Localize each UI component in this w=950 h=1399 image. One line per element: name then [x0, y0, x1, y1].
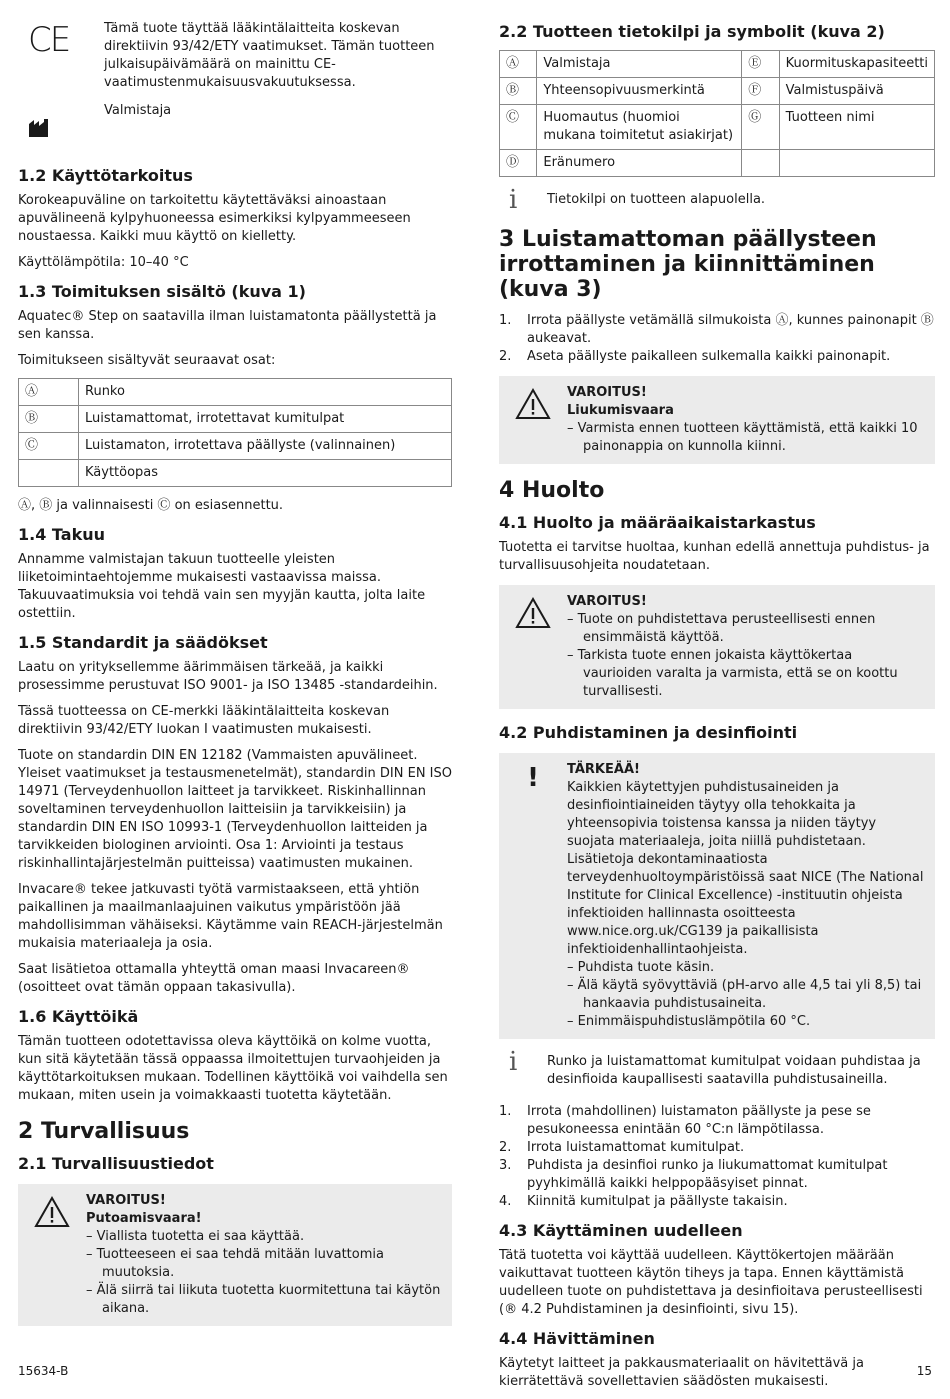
- table-cell-text: Luistamattomat, irrotettavat kumitulpat: [79, 406, 452, 433]
- table-cell-text: Huomautus (huomioi mukana toimitetut asiakirjat): [537, 105, 742, 150]
- warning-icon: [499, 384, 567, 456]
- delivery-table: [18, 378, 452, 487]
- standards-text-2: Tässä tuotteessa on CE-merkki lääkintälaitteita koskevan direktiivin 93/42/ETY luokan I vaatimusten mukaisesti.: [18, 704, 390, 737]
- standards-text-3: Tuote on standardin DIN EN 12182 (Vammaisten apuvälineet. Yleiset vaatimukset ja testausmenetelmät), standardin DIN EN ISO 14971 (Terveydenhuollon laitteet ja tarvikkeet. Riskinhallinnan soveltaminen terveydenhuollon laitteisiin ja tarvikkeisiin) ja standardin DIN EN ISO 10993-1 (Terveydenhuollon laitteiden ja tarvikkeiden biologinen arviointi. Osa 1: Arviointi ja testaus riskinhallintajärjestelmän puitteissa) vaatimusten mukainen.: [18, 748, 452, 871]
- section-1-3-title: 1.3 Toimituksen sisältö (kuva 1): [18, 282, 306, 301]
- warning-title: VAROITUS!: [86, 1193, 166, 1208]
- important-box-cleaning: [499, 753, 935, 1039]
- preinstalled-note: Ⓐ, Ⓑ ja valinnaisesti Ⓒ on esiasennettu.: [18, 498, 284, 513]
- list-item: – Varmista ennen tuotteen käyttämistä, että kaikki 10 painonappia on kunnolla kiinni.: [567, 421, 918, 454]
- table-cell-mark: Ⓐ: [19, 379, 79, 406]
- page-number: 15: [916, 1364, 932, 1378]
- section-4-title: 4 Huolto: [499, 478, 605, 503]
- warning-title: VAROITUS!: [567, 594, 647, 609]
- section-2-1-title: 2.1 Turvallisuustiedot: [18, 1154, 214, 1173]
- service-life-text: Tämän tuotteen odotettavissa oleva käyttöikä on kolme vuotta, kun sitä käytetään tässä oppaassa ilmoitettujen turvaohjeiden ja käyttötarkoituksen mukaan. Todellinen käyttöikä voi vaihdella sen mukaan, miten usein ja voimakkaasti tuotetta käytetään.: [18, 1034, 448, 1103]
- standards-text-1: Laatu on yrityksellemme äärimmäisen tärkeää, ja kaikki prosessimme perustuvat ISO 9001- ja ISO 13485 -standardeihin.: [18, 660, 438, 693]
- warning-box-fall: [18, 1184, 452, 1326]
- warning-subtitle: Liukumisvaara: [567, 403, 674, 418]
- section-1-2-title: 1.2 Käyttötarkoitus: [18, 166, 193, 185]
- document-code: 15634-B: [18, 1364, 69, 1378]
- section-1-6-title: 1.6 Käyttöikä: [18, 1007, 139, 1026]
- table-row: [500, 150, 935, 177]
- ce-text: Tämä tuote täyttää lääkintälaitteita koskevan direktiivin 93/42/ETY vaatimukset. Tämän tuotteen julkaisupäivämäärä on mainittu CE-vaatimustenmukaisuusvakuutuksessa.: [104, 21, 435, 90]
- warning-box-maintenance: [499, 585, 935, 709]
- table-row: [500, 51, 935, 78]
- warning-box-slip: [499, 376, 935, 464]
- table-cell-text: [779, 150, 934, 177]
- info-note-label: [499, 187, 935, 213]
- section-4-3-title: 4.3 Käyttäminen uudelleen: [499, 1221, 743, 1240]
- table-cell-mark: Ⓖ: [742, 105, 779, 150]
- cleaning-steps: [499, 1103, 935, 1211]
- operating-temperature: Käyttölämpötila: 10–40 °C: [18, 255, 189, 270]
- list-item: – Tarkista tuote ennen jokaista käyttökertaa vaurioiden varalta ja varmista, että se on koottu turvallisesti.: [567, 648, 898, 699]
- table-row: [19, 433, 452, 460]
- info-text: Tietokilpi on tuotteen alapuolella.: [547, 192, 766, 207]
- ce-mark-icon: CE: [28, 20, 70, 60]
- warning-title: VAROITUS!: [567, 385, 647, 400]
- maintenance-text: Tuotetta ei tarvitse huoltaa, kunhan edellä annettuja puhdistus- ja turvallisuusohjeita noudatetaan.: [499, 540, 930, 573]
- table-cell-text: Käyttöopas: [79, 460, 452, 487]
- section-2-2-title: 2.2 Tuotteen tietokilpi ja symbolit (kuva 2): [499, 22, 885, 41]
- table-row: [19, 460, 452, 487]
- list-item: – Viallista tuotetta ei saa käyttää.: [86, 1229, 305, 1244]
- label-symbols-table: [499, 50, 935, 177]
- table-cell-text: Runko: [79, 379, 452, 406]
- table-cell-mark: [19, 460, 79, 487]
- cover-steps: [499, 312, 935, 366]
- list-item: 1. Irrota (mahdollinen) luistamaton päällyste ja pese se pesukoneessa enintään 60 °C:n lämpötilassa.: [499, 1104, 871, 1137]
- section-1-4-title: 1.4 Takuu: [18, 525, 105, 544]
- table-cell-mark: Ⓔ: [742, 51, 779, 78]
- section-1-5-title: 1.5 Standardit ja säädökset: [18, 633, 268, 652]
- standards-text-5: Saat lisätietoa ottamalla yhteyttä oman maasi Invacareen® (osoitteet ovat tämän oppaan takasivulla).: [18, 962, 410, 995]
- list-item: – Puhdista tuote käsin.: [567, 960, 715, 975]
- important-title: TÄRKEÄÄ!: [567, 762, 640, 777]
- exclamation-icon: !: [527, 763, 539, 793]
- list-item: 2. Aseta päällyste paikalleen sulkemalla kaikki painonapit.: [499, 349, 891, 364]
- table-cell-mark: Ⓒ: [19, 433, 79, 460]
- section-4-2-title: 4.2 Puhdistaminen ja desinfiointi: [499, 723, 798, 742]
- manufacturer-block: [18, 102, 452, 144]
- table-cell-text: Valmistuspäivä: [779, 78, 934, 105]
- section-2-title: 2 Turvallisuus: [18, 1119, 190, 1144]
- table-cell-text: Kuormituskapasiteetti: [779, 51, 934, 78]
- table-cell-mark: Ⓐ: [500, 51, 537, 78]
- table-cell-text: Valmistaja: [537, 51, 742, 78]
- disposal-text: Käytetyt laitteet ja pakkausmateriaalit on hävitettävä ja kierrätettävä sovellettavien säädösten mukaisesti.: [499, 1356, 864, 1389]
- section-3-title: 3 Luistamattoman päällysteen irrottaminen ja kiinnittäminen (kuva 3): [499, 227, 877, 302]
- section-4-4-title: 4.4 Hävittäminen: [499, 1329, 655, 1348]
- table-cell-mark: Ⓓ: [500, 150, 537, 177]
- list-item: – Tuote on puhdistettava perusteellisesti ennen ensimmäistä käyttöä.: [567, 612, 876, 645]
- delivery-intro: Toimitukseen sisältyvät seuraavat osat:: [18, 353, 276, 368]
- table-cell-text: Tuotteen nimi: [779, 105, 934, 150]
- table-cell-text: Yhteensopivuusmerkintä: [537, 78, 742, 105]
- table-cell-mark: Ⓑ: [19, 406, 79, 433]
- table-row: [500, 105, 935, 150]
- table-cell-text: Luistamaton, irrotettava päällyste (valinnainen): [79, 433, 452, 460]
- table-row: [500, 78, 935, 105]
- info-note-cleaning: [499, 1049, 935, 1089]
- left-column: [18, 20, 452, 1336]
- important-body: Kaikkien käytettyjen puhdistusaineiden ja desinfiointiaineiden täytyy olla tehokkaita ja yhteensopivia toistensa kanssa ja niiden täytyy suojata materiaaleja, joita niillä puhdistetaan. Lisätietoja dekontaminaatiosta terveydenhuoltoympäristöissä saat NICE (The National Institute for Clinical Excellence) -instituutin ohjeista infektioiden hallinnasta osoitteesta www.nice.org.uk/CG139 ja paikallisista infektioidenhallintaohjeista.: [567, 780, 924, 957]
- list-item: 4. Kiinnitä kumitulpat ja päällyste takaisin.: [499, 1194, 788, 1209]
- table-cell-mark: Ⓑ: [500, 78, 537, 105]
- manufacturer-label: Valmistaja: [104, 103, 172, 118]
- reuse-text: Tätä tuotetta voi käyttää uudelleen. Käyttökertojen määrään vaikuttavat tuotteen käytön tiheys ja tapa. Ennen käyttämistä uudelleen tuote on puhdistettava ja desinfioitava perusteellisesti (® 4.2 Puhdistaminen ja desinfiointi, sivu 15).: [499, 1248, 923, 1317]
- table-cell-mark: Ⓒ: [500, 105, 537, 150]
- list-item: – Älä siirrä tai liikuta tuotetta kuormitettuna tai käytön aikana.: [86, 1283, 441, 1316]
- ce-block: [18, 20, 452, 92]
- section-4-1-title: 4.1 Huolto ja määräaikaistarkastus: [499, 513, 816, 532]
- info-icon: i: [509, 1047, 518, 1077]
- section-1-2-text: Korokeapuväline on tarkoitettu käytettäväksi ainoastaan apuvälineenä kylpyhuoneessa esimerkiksi kylpyammeeseen noustaessa. Kaikki muu käyttö on kielletty.: [18, 193, 411, 244]
- list-item: – Enimmäispuhdistuslämpötila 60 °C.: [567, 1014, 811, 1029]
- manufacturer-icon: [18, 102, 104, 144]
- list-item: 1. Irrota päällyste vetämällä silmukoista Ⓐ, kunnes painonapit Ⓑ aukeavat.: [499, 313, 934, 346]
- warning-icon: [499, 593, 567, 701]
- list-item: 3. Puhdista ja desinfioi runko ja liukumattomat kumitulpat pyyhkimällä kaikki helppopääsyiset pinnat.: [499, 1158, 888, 1191]
- section-1-3-text: Aquatec® Step on saatavilla ilman luistamatonta päällystettä ja sen kanssa.: [18, 309, 437, 342]
- info-icon: i: [509, 185, 518, 215]
- standards-text-4: Invacare® tekee jatkuvasti työtä varmistaakseen, että yhtiön paikallinen ja maailmanlaajuinen vaikutus ympäristöön jää mahdollisimman vähäiseksi. Käytämme vain REACH-järjestelmän mukaisia materiaaleja ja osia.: [18, 882, 443, 951]
- warning-icon: [18, 1192, 86, 1318]
- info-text: Runko ja luistamattomat kumitulpat voidaan puhdistaa ja desinfioida kaupallisesti saatavilla puhdistusaineilla.: [547, 1054, 921, 1087]
- table-cell-mark: Ⓕ: [742, 78, 779, 105]
- warning-subtitle: Putoamisvaara!: [86, 1211, 202, 1226]
- list-item: – Tuotteeseen ei saa tehdä mitään luvattomia muutoksia.: [86, 1247, 384, 1280]
- table-row: [19, 379, 452, 406]
- list-item: 2. Irrota luistamattomat kumitulpat.: [499, 1140, 745, 1155]
- table-cell-mark: [742, 150, 779, 177]
- right-column: [499, 20, 935, 1399]
- warranty-text: Annamme valmistajan takuun tuotteelle yleisten liiketoimintaehtojemme mukaisesti vastaavissa maissa. Takuuvaatimuksia voi tehdä vain sen myyjän kautta, jolta laite ostettiin.: [18, 552, 426, 621]
- table-row: [19, 406, 452, 433]
- table-cell-text: Eränumero: [537, 150, 742, 177]
- list-item: – Älä käytä syövyttäviä (pH-arvo alle 4,5 tai yli 8,5) tai hankaavia puhdistusaineita.: [567, 978, 922, 1011]
